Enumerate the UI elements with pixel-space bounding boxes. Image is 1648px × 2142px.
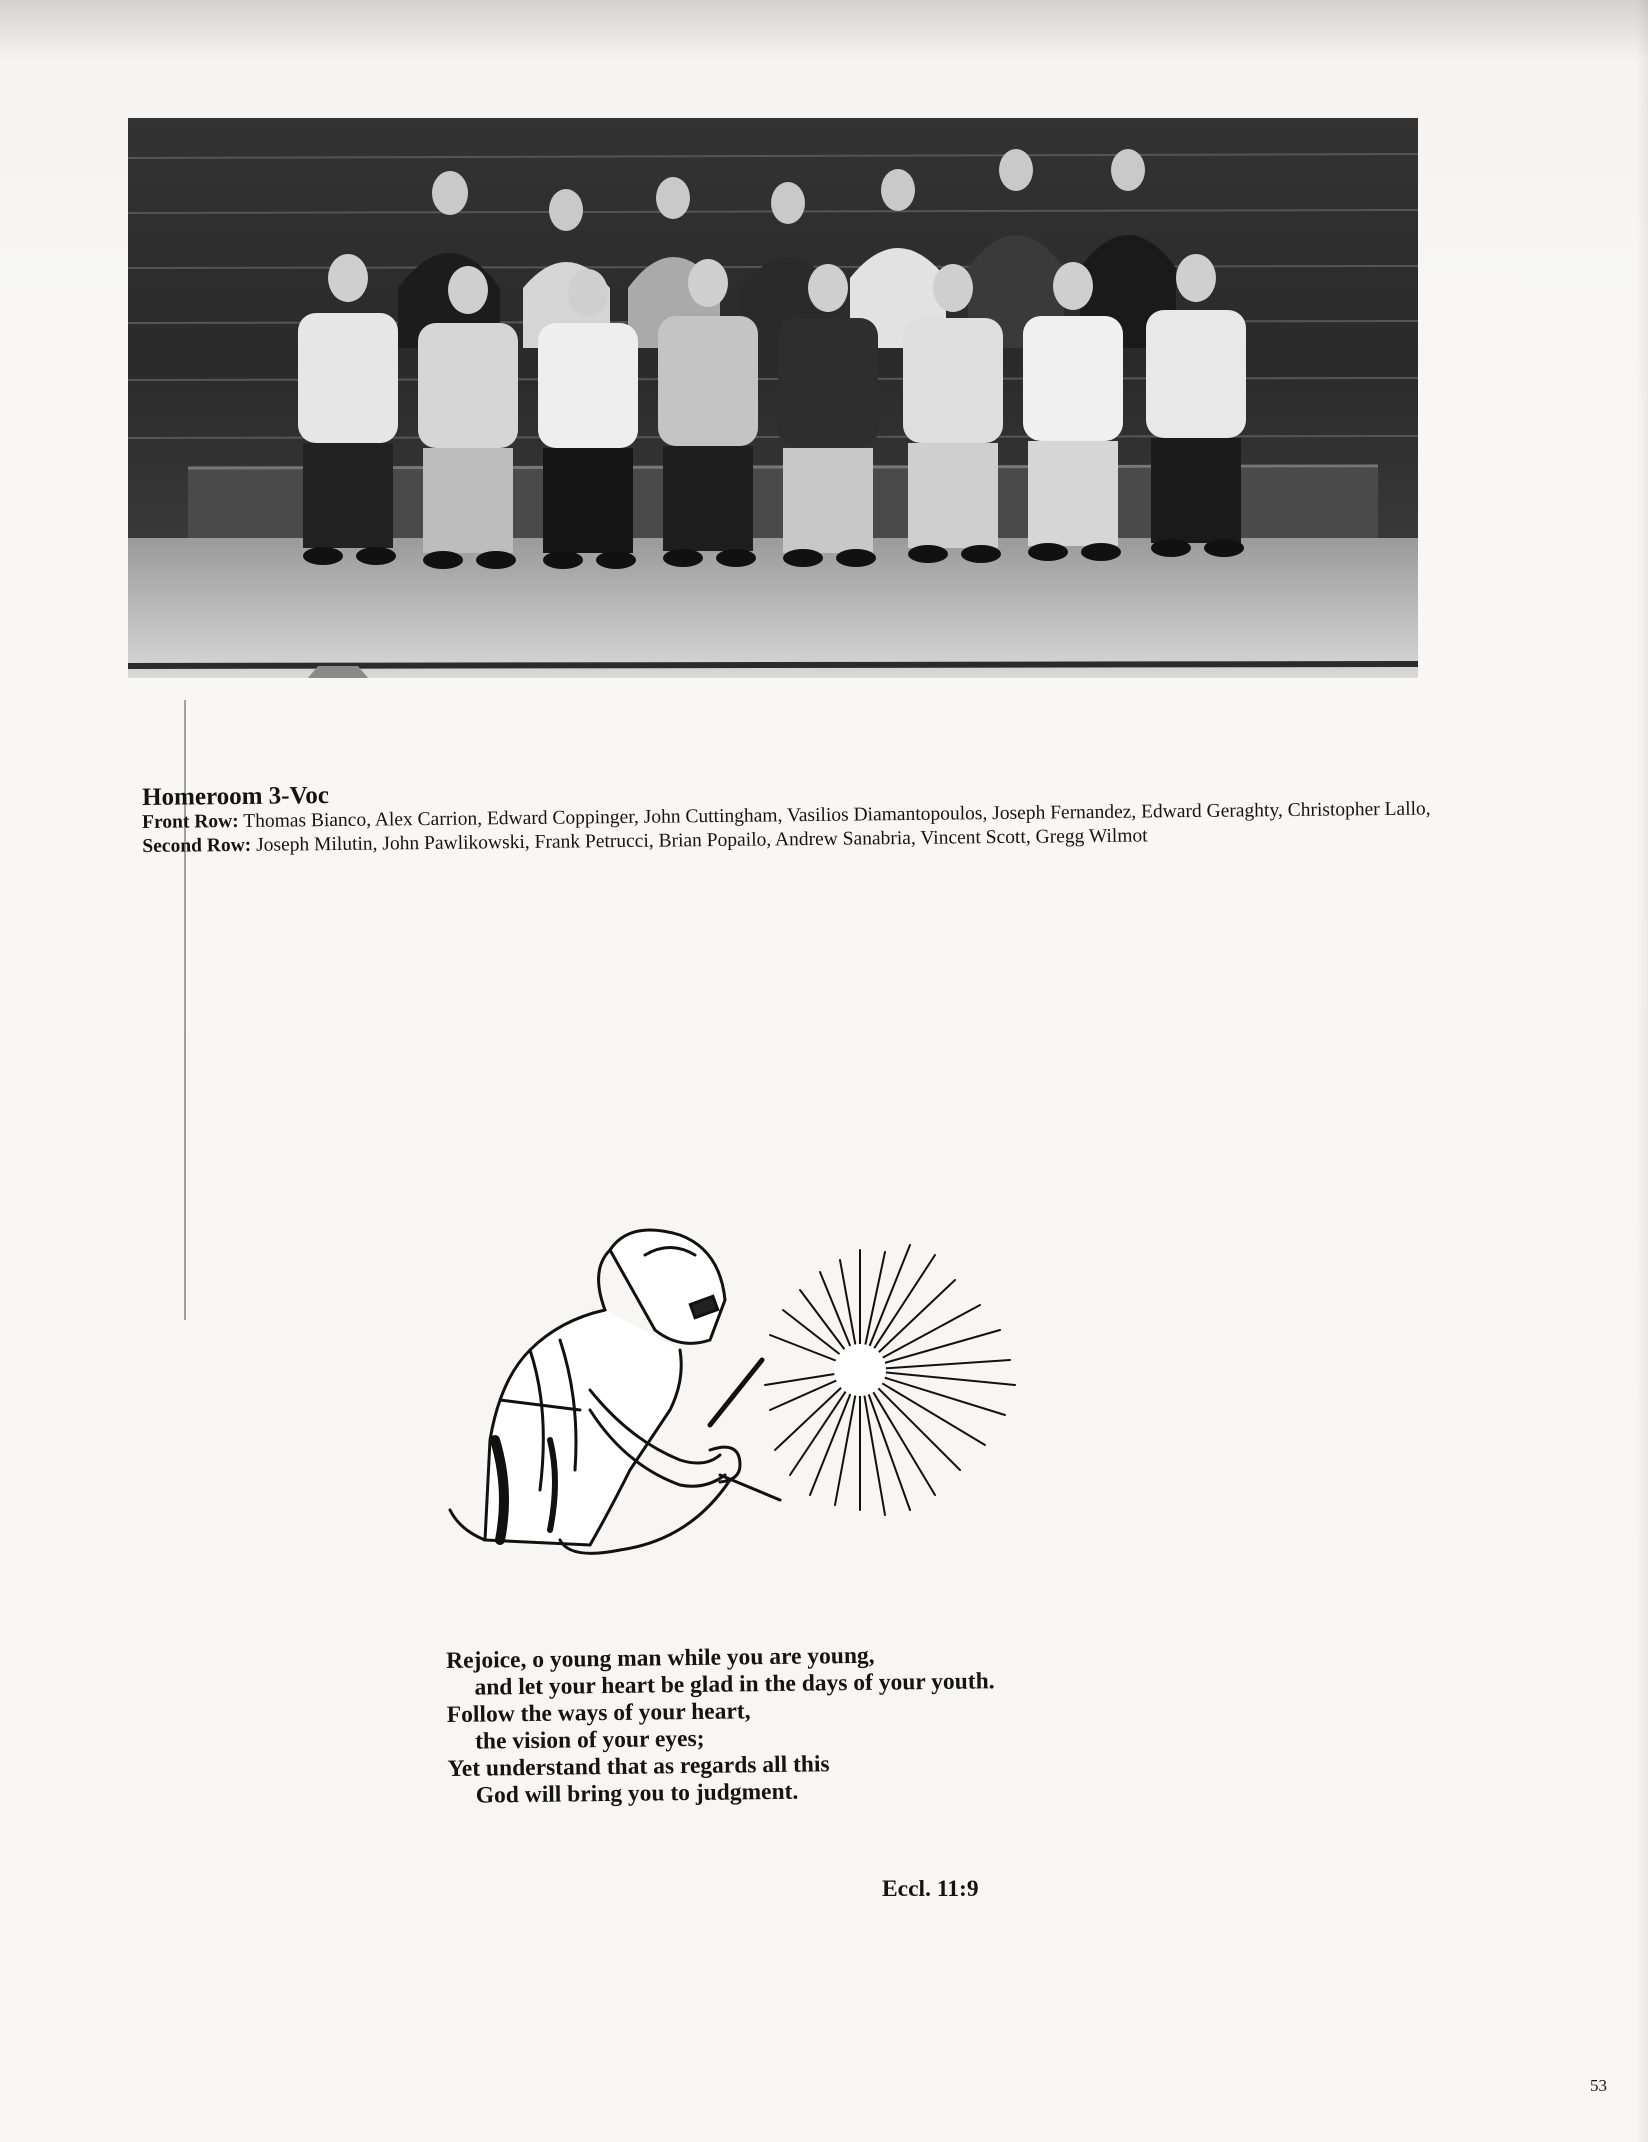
page-edge — [1636, 0, 1648, 2142]
front-row-names: Thomas Bianco, Alex Carrion, Edward Coppinger, John Cuttingham, Vasilios Diamantopoulos, Joseph Fernandez, Edward Geraghty, Christopher Lallo, — [238, 798, 1431, 832]
scan-shadow — [0, 0, 1648, 60]
second-row-label: Second Row: — [142, 834, 252, 857]
verse-line: and let your heart be glad in the days of your youth. — [474, 1668, 995, 1701]
verse-line: the vision of your eyes; — [474, 1725, 705, 1755]
welder-drawing — [440, 1210, 1060, 1590]
second-row-names: Joseph Milutin, John Pawlikowski, Frank Petrucci, Brian Popailo, Andrew Sanabria, Vincent Scott, Gregg Wilmot — [251, 825, 1148, 856]
class-group-photo — [128, 118, 1418, 678]
page-number: 53 — [1590, 2076, 1607, 2095]
photo-caption — [142, 784, 1432, 859]
bible-verse — [446, 1639, 1148, 1810]
verse-line: Rejoice, o young man while you are young, — [446, 1642, 875, 1674]
homeroom-title: Homeroom 3-Voc — [142, 782, 330, 811]
verse-line: God will bring you to judgment. — [475, 1778, 799, 1809]
verse-line: Follow the ways of your heart, — [446, 1698, 751, 1728]
verse-citation: Eccl. 11:9 — [882, 1876, 979, 1902]
front-row-label: Front Row: — [142, 810, 239, 833]
verse-line: Yet understand that as regards all this — [447, 1751, 830, 1782]
